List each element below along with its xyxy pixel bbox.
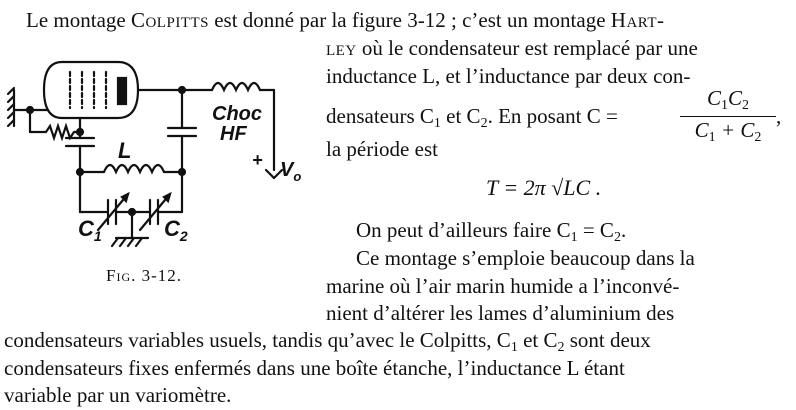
hf-label: HF	[220, 123, 247, 145]
colpitts-circuit-figure	[0, 40, 320, 280]
text-line-4: densateurs $C_1$ et $C_2$. En posant C =	[326, 104, 618, 131]
fraction-numerator: $C_1C_2$	[680, 86, 776, 117]
choc-label: Choc	[212, 103, 262, 125]
fraction-comma: ,	[776, 104, 782, 128]
text-line-10: condensateurs variables usuels, tandis qu’avec le Colpitts, $C_1$ et $C_2$ sont deux	[4, 328, 651, 355]
formula-period: T = 2π √LC .	[486, 175, 602, 200]
text-line-9: nient d’altérer les lames d’aluminium des	[326, 301, 675, 325]
c2-label: $C_2$	[164, 216, 188, 244]
text-line-11: condensateurs fixes enfermés dans une boîte étanche, l’inductance L étant	[4, 356, 625, 380]
c1-label: $C_1$	[78, 216, 102, 244]
text-line-12: variable par un variomètre.	[4, 383, 232, 407]
text-line-3: inductance L, et l’inductance par deux con-	[326, 64, 691, 88]
fraction-c	[680, 86, 776, 146]
text-line-5: la période est	[326, 137, 438, 161]
fraction-denominator: $C_1 + C_2$	[694, 118, 762, 145]
v0-label: $V_o$	[280, 159, 302, 184]
inductor-label: L	[118, 138, 132, 163]
text-line-8: marine où l’air marin humide a l’inconvé-	[326, 274, 680, 298]
plus-label: +	[252, 150, 263, 170]
text-line-2: ley où le condensateur est remplacé par une	[326, 36, 698, 60]
figure-caption: Fig. 3-12.	[106, 266, 183, 285]
text-line-7: Ce montage s’emploie beaucoup dans la	[356, 246, 695, 270]
text-line-1: Le montage Colpitts est donné par la figure 3-12 ; c’est un montage Hart-	[26, 8, 665, 32]
text-line-6: On peut d’ailleurs faire $C_1 = C_2$.	[356, 218, 627, 245]
